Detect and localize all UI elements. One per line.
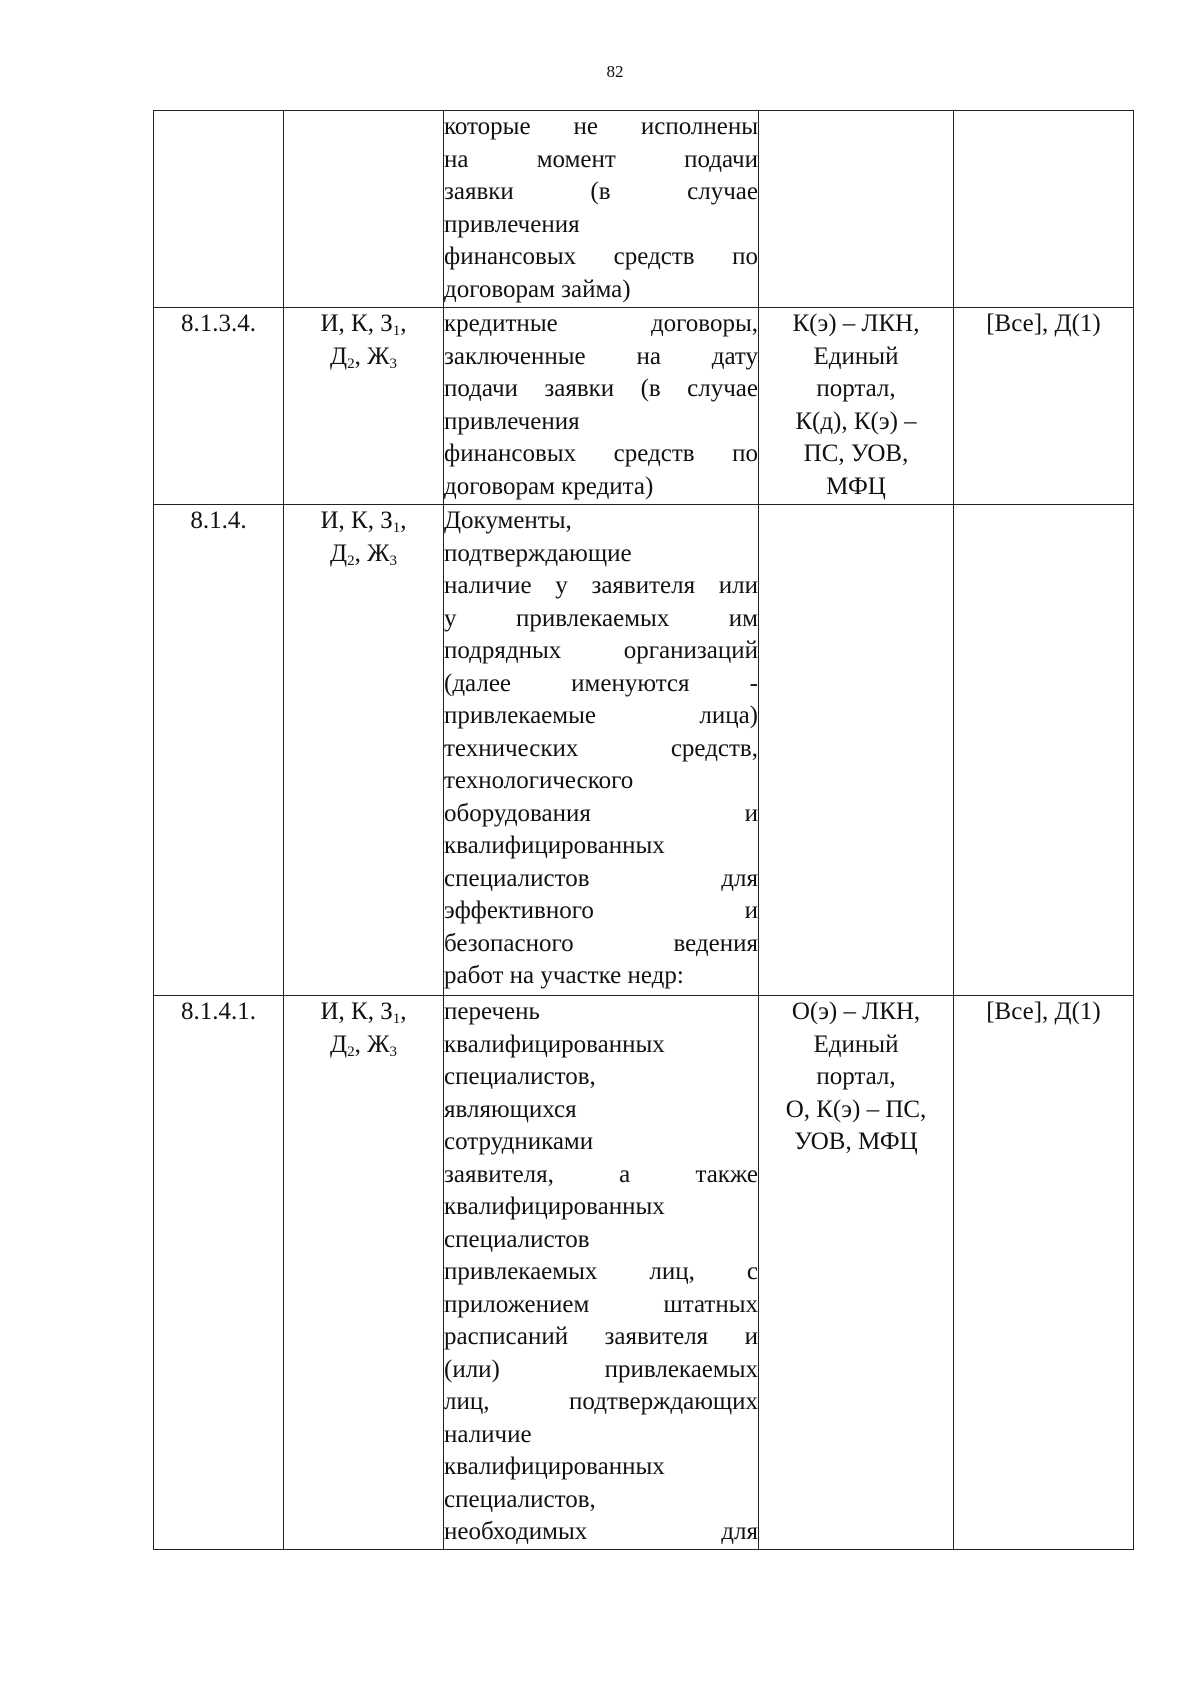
description-line: договорам займа) (444, 275, 631, 303)
requirements-table (153, 110, 1134, 1550)
description-line: заявителя, а также (444, 1160, 758, 1188)
description-line: необходимых для (444, 1518, 758, 1545)
submission-method-line: О, К(э) – ПС, (785, 1095, 927, 1123)
submission-method-cell (759, 308, 954, 505)
description-line: на момент подачи (444, 145, 758, 173)
description-line: наличие (444, 1420, 532, 1448)
format-cell (954, 505, 1134, 996)
table-row (154, 308, 1134, 505)
description-line: кредитные договоры, (444, 310, 758, 337)
row-number-cell: 8.1.4.1. (154, 996, 284, 1550)
description-line: лиц, подтверждающих (444, 1388, 758, 1415)
submission-method-line: портал, (816, 1063, 896, 1090)
description-line: которые не исполнены (444, 113, 758, 140)
submission-method-line: портал, (816, 375, 896, 402)
table-row (154, 111, 1134, 308)
description-line: наличие у заявителя или (444, 572, 758, 599)
description-line: технических средств, (444, 734, 758, 762)
description-line: привлечения (444, 407, 580, 435)
description-line: у привлекаемых им (444, 604, 758, 632)
description-line: финансовых средств по (444, 243, 758, 270)
row-number-cell (154, 111, 284, 308)
submission-method-cell (759, 505, 954, 996)
description-line: квалифицированных (444, 832, 665, 859)
description-line: заявки (в случае (444, 178, 758, 205)
format-cell: [Все], Д(1) (954, 996, 1134, 1550)
document-description-cell (444, 111, 759, 308)
description-line: являющихся (444, 1095, 577, 1123)
document-description-cell (444, 996, 759, 1550)
submission-method-line: МФЦ (826, 472, 886, 500)
description-line: Документы, (444, 507, 572, 534)
table-row (154, 996, 1134, 1550)
description-line: эффективного и (444, 897, 758, 924)
description-line: специалистов, (444, 1485, 596, 1513)
submission-method-line: О(э) – ЛКН, (791, 998, 921, 1025)
description-line: технологического (444, 767, 634, 794)
description-line: подтверждающие (444, 539, 632, 567)
description-line: договорам кредита) (444, 472, 654, 500)
description-line: специалистов (444, 1225, 590, 1253)
applicant-codes-cell (284, 111, 444, 308)
submission-method-line: Единый (813, 342, 899, 370)
format-cell (954, 111, 1134, 308)
submission-method-line: Единый (813, 1030, 899, 1058)
applicant-codes-cell: И, К, $З_1$, $Д_2$, $Ж_3$ (284, 505, 444, 996)
submission-method-line: К(д), К(э) – (795, 407, 917, 435)
description-line: расписаний заявителя и (444, 1323, 758, 1350)
applicant-codes-cell: И, К, $З_1$, $Д_2$, $Ж_3$ (284, 308, 444, 505)
document-description-cell (444, 308, 759, 505)
format-cell: [Все], Д(1) (954, 308, 1134, 505)
description-line: привлечения (444, 210, 580, 238)
description-line: работ на участке недр: (444, 962, 684, 989)
applicant-codes-cell: И, К, $З_1$, $Д_2$, $Ж_3$ (284, 996, 444, 1550)
description-line: финансовых средств по (444, 440, 758, 467)
description-line: сотрудниками (444, 1128, 594, 1155)
description-line: привлекаемых лиц, с (444, 1258, 758, 1285)
submission-method-line: УОВ, МФЦ (794, 1128, 918, 1155)
description-line: специалистов, (444, 1063, 596, 1090)
description-line: (или) привлекаемых (444, 1355, 758, 1383)
row-number-cell: 8.1.4. (154, 505, 284, 996)
description-line: приложением штатных (444, 1290, 758, 1318)
description-line: подачи заявки (в случае (444, 375, 758, 402)
description-line: квалифицированных (444, 1030, 665, 1058)
description-line: привлекаемые лица) (444, 702, 758, 729)
description-line: (далее именуются - (444, 669, 758, 697)
submission-method-cell (759, 111, 954, 308)
description-line: оборудования и (444, 799, 758, 827)
description-line: квалифицированных (444, 1453, 665, 1480)
description-line: заключенные на дату (444, 342, 758, 370)
submission-method-cell (759, 996, 954, 1550)
description-line: квалифицированных (444, 1193, 665, 1220)
submission-method-line: ПС, УОВ, (803, 440, 909, 467)
document-description-cell (444, 505, 759, 996)
row-number-cell: 8.1.3.4. (154, 308, 284, 505)
submission-method-line: К(э) – ЛКН, (792, 310, 920, 337)
description-line: подрядных организаций (444, 637, 758, 664)
description-line: перечень (444, 998, 540, 1025)
page-number: 82 (606, 62, 624, 81)
table-row (154, 505, 1134, 996)
description-line: безопасного ведения (444, 929, 758, 957)
description-line: специалистов для (444, 864, 758, 892)
